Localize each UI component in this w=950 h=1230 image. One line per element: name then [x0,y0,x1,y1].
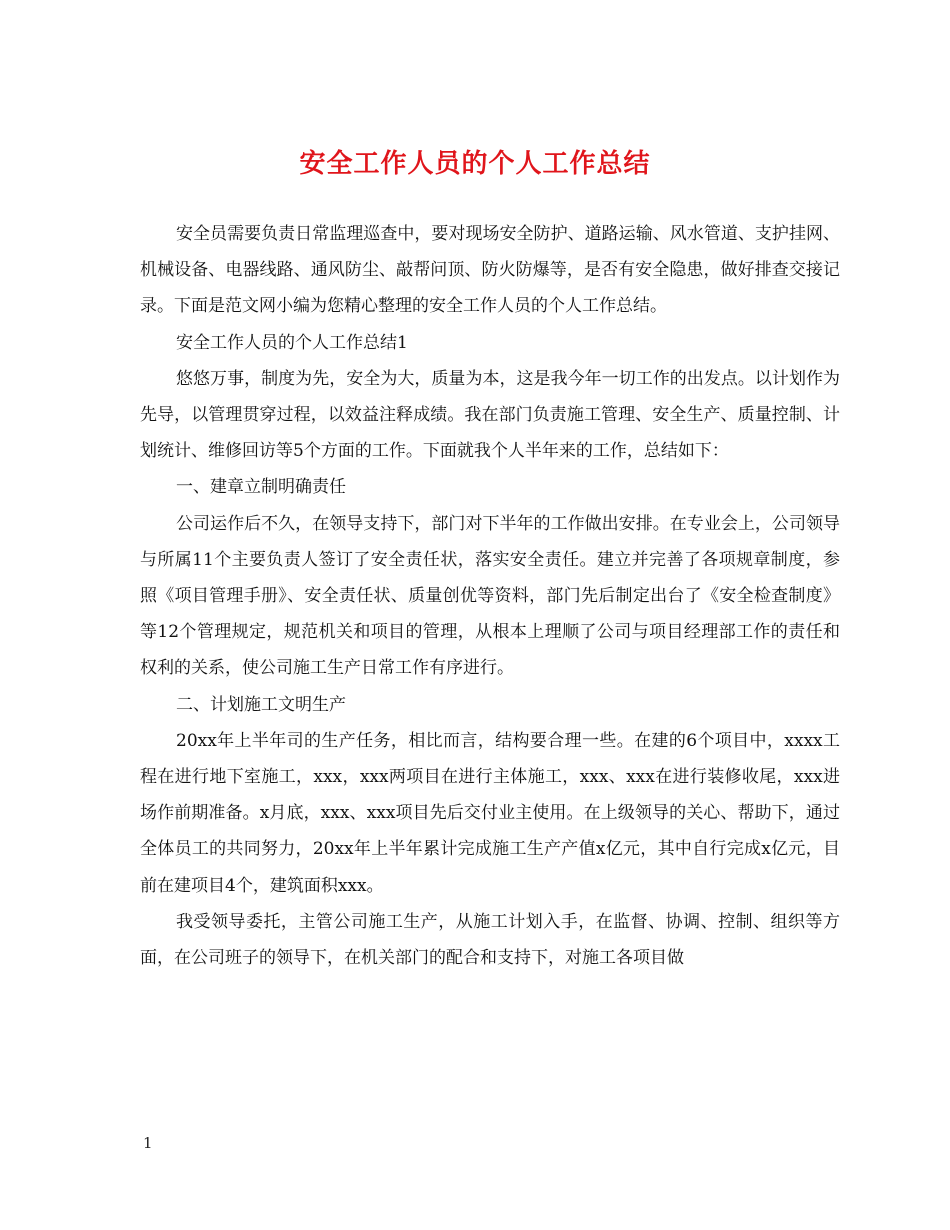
body-paragraph: 20xx年上半年司的生产任务，相比而言，结构要合理一些。在建的6个项目中，xxxx工程在进行地下室施工，xxx，xxx两项目在进行主体施工，xxx、xxx在进行装修收尾，xxx进场作前期准备。x月底，xxx、xxx项目先后交付业主使用。在上级领导的关心、帮助下，通过全体员工的共同努力，20xx年上半年累计完成施工生产产值x亿元，其中自行完成x亿元，目前在建项目4个，建筑面积xxx。 [140,730,840,896]
section-heading-2: 二、计划施工文明生产 [176,694,346,715]
body-paragraph: 悠悠万事，制度为先，安全为大，质量为本，这是我今年一切工作的出发点。以计划作为先导，以管理贯穿过程，以效益注释成绩。我在部门负责施工管理、安全生产、质量控制、计划统计、维修回访等5个方面的工作。下面就我个人半年来的工作，总结如下： [140,368,840,462]
intro-paragraph: 安全员需要负责日常监理巡查中，要对现场安全防护、道路运输、风水管道、支护挂网、机械设备、电器线路、通风防尘、敲帮问顶、防火防爆等，是否有安全隐患，做好排查交接记录。下面是范文网小编为您精心整理的安全工作人员的个人工作总结。 [140,224,840,317]
document-body [140,216,840,976]
body-paragraph: 我受领导委托，主管公司施工生产，从施工计划入手，在监督、协调、控制、组织等方面，在公司班子的领导下，在机关部门的配合和支持下，对施工各项目做 [140,911,840,969]
section-heading-1: 一、建章立制明确责任 [176,477,346,498]
body-paragraph: 公司运作后不久，在领导支持下，部门对下半年的工作做出安排。在专业会上，公司领导与所属11个主要负责人签订了安全责任状，落实安全责任。建立并完善了各项规章制度，参照《项目管理手册》、安全责任状、质量创优等资料，部门先后制定出台了《安全检查制度》等12个管理规定，规范机关和项目的管理，从根本上理顺了公司与项目经理部工作的责任和权利的关系，使公司施工生产日常工作有序进行。 [140,513,840,679]
section-heading-summary-1: 安全工作人员的个人工作总结1 [176,332,408,353]
document-title: 安全工作人员的个人工作总结 [299,149,651,179]
page-number: 1 [143,1134,153,1152]
